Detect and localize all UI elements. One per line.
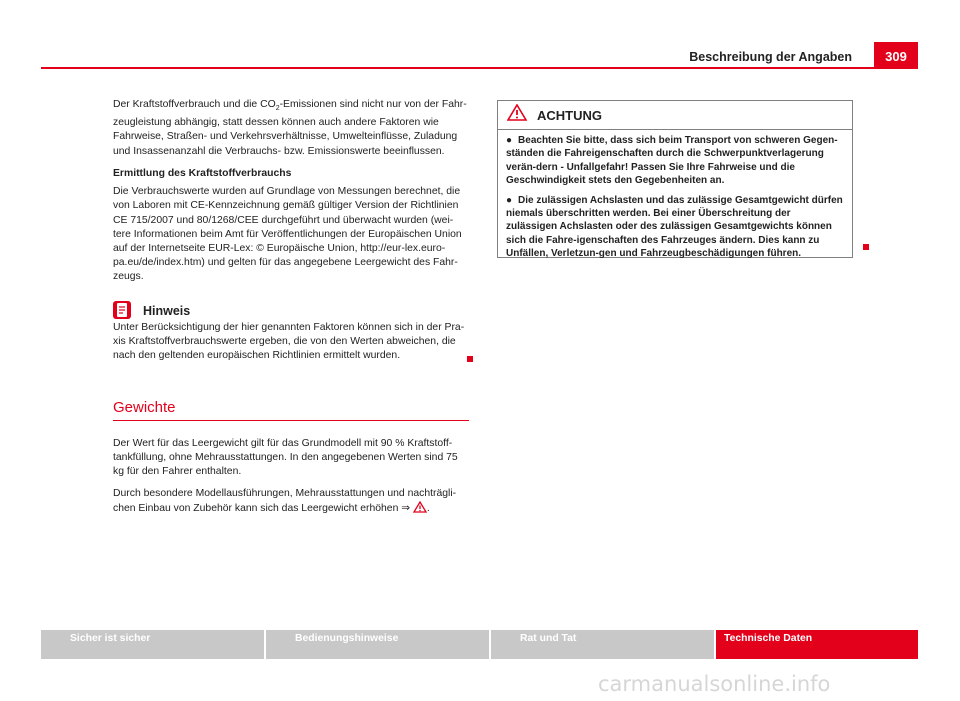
bullet-icon: ● bbox=[506, 194, 513, 206]
intro-text-a: Der Kraftstoffverbrauch und die CO bbox=[113, 99, 276, 110]
achtung-body bbox=[498, 130, 852, 261]
achtung-item-2-text: Die zulässigen Achslasten und das zulässige Gesamtgewicht dürfen niemals überschritten werden. Bei einer Überschreitung der zulässigen Achslasten oder des zulässigen Gesamtgewichts können sich die Fahre-igenschaften des Fahrzeuges ändern. Dies kann zu Unfällen, Verletzun-gen und Fahrzeugbeschädigungen führen. bbox=[506, 194, 843, 260]
end-marker-icon bbox=[467, 356, 473, 362]
footer-nav bbox=[41, 630, 918, 659]
intro-text-b: -Emissionen sind nicht nur von der Fahr-zeugleistung abhängig, statt dessen können auch andere Faktoren wie Fahrweise, Straßen- und Verkehrsverhältnisse, Umwelteinflüsse, Zuladung und Insassenanzahl die Verbrauchs- bzw. Emissionswerte beeinflussen. bbox=[113, 99, 467, 157]
achtung-item-1 bbox=[506, 134, 844, 188]
footer-tab-technische-daten[interactable]: Technische Daten bbox=[716, 630, 918, 659]
achtung-title: ACHTUNG bbox=[537, 107, 602, 123]
gewichte-paragraph-2 bbox=[113, 487, 469, 516]
end-marker-icon bbox=[863, 244, 869, 250]
achtung-header bbox=[498, 101, 852, 130]
co2-subscript: 2 bbox=[275, 105, 280, 113]
gewichte-text-2: Durch besondere Modellausführungen, Mehrausstattungen und nachträgli-chen Einbau von Zubehör kann sich das Leergewicht erhöhen ⇒ bbox=[113, 488, 457, 515]
bullet-icon: ● bbox=[506, 135, 513, 146]
left-column bbox=[113, 98, 469, 525]
header-rule bbox=[41, 67, 918, 69]
achtung-item-1-text: Beachten Sie bitte, dass sich beim Transport von schweren Gegen-ständen die Fahreigenschaften durch die Schwerpunktverlagerung verän-dern - Unfallgefahr! Passen Sie Ihre Fahrweise und die Geschwindigkeit stets den Gegebenheiten an. bbox=[506, 135, 838, 187]
footer-tab-sicher[interactable]: Sicher ist sicher bbox=[41, 630, 264, 659]
section-rule bbox=[113, 420, 469, 421]
watermark: carmanualsonline.info bbox=[598, 672, 831, 696]
hinweis-text: Unter Berücksichtigung der hier genannten Faktoren können sich in der Pra-xis Kraftstoffverbrauchswerte ergeben, die von den Werten abweichen, die nach den geltenden europäischen Richtlinien ermittelt wurden. bbox=[113, 321, 465, 361]
intro-paragraph bbox=[113, 98, 469, 159]
footer-tab-rat[interactable]: Rat und Tat bbox=[491, 630, 714, 659]
section-title-gewichte: Gewichte bbox=[113, 399, 176, 417]
page-number-badge: 309 bbox=[874, 42, 918, 68]
hinweis-header bbox=[113, 301, 469, 319]
ermittlung-paragraph: Die Verbrauchswerte wurden auf Grundlage von Messungen berechnet, die von Laboren mit CE-Kennzeichnung gemäß gültiger Version der Richtlinien CE 715/2007 und 80/1268/CEE durchgeführt und überwacht wurden (wei-tere Informationen beim Amt für Veröffentlichungen der Europäischen Union auf der Internetseite EUR-Lex: © Europäische Union, http://eur-lex.euro-pa.eu/de/index.htm) und gelten für das angegebene Leergewicht des Fahr-zeugs. bbox=[113, 186, 462, 283]
gewichte-paragraph-1: Der Wert für das Leergewicht gilt für das Grundmodell mit 90 % Kraftstoff-tankfüllung, ohne Mehrausstattungen. In den angegebenen Werten sind 75 kg für den Fahrer enthalten. bbox=[113, 437, 458, 477]
hinweis-title: Hinweis bbox=[143, 303, 191, 318]
warning-reference-icon[interactable] bbox=[413, 503, 427, 514]
achtung-item-2 bbox=[506, 194, 844, 261]
warning-icon bbox=[507, 104, 527, 126]
achtung-box bbox=[497, 100, 853, 258]
note-icon bbox=[113, 301, 131, 319]
ermittlung-heading: Ermittlung des Kraftstoffverbrauchs bbox=[113, 167, 292, 179]
gewichte-end-period: . bbox=[426, 503, 430, 515]
section-header-title: Beschreibung der Angaben bbox=[689, 50, 852, 64]
footer-tab-bedienung[interactable]: Bedienungshinweise bbox=[266, 630, 489, 659]
